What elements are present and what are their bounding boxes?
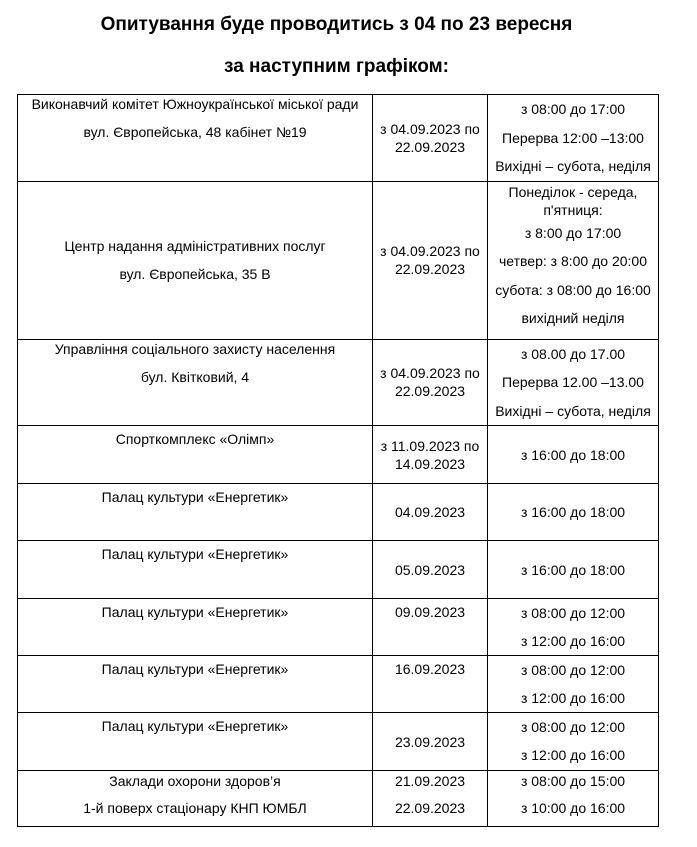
dates-cell	[373, 484, 488, 541]
dates-cell	[373, 656, 488, 713]
table-row	[18, 484, 659, 541]
hours-line: з 08:00 до 12:00	[520, 719, 626, 735]
hours-line: Перерва 12.00 –13.00	[502, 374, 644, 390]
date-line: 16.09.2023	[394, 661, 466, 677]
table-row	[18, 541, 659, 599]
table-row	[18, 656, 659, 713]
table-row	[18, 181, 659, 339]
date-line: 22.09.2023	[394, 138, 466, 155]
table-row	[18, 713, 659, 771]
place-name: Центр надання адміністративних послуг	[64, 238, 326, 254]
place-address: вул. Європейська, 48 кабінет №19	[83, 124, 307, 140]
table-row	[18, 426, 659, 484]
place-cell	[18, 95, 373, 182]
place-cell	[18, 484, 373, 541]
schedule-table	[17, 94, 659, 827]
date-line: 05.09.2023	[394, 561, 466, 578]
table-row	[18, 95, 659, 182]
hours-line: Вихідні – субота, неділя	[495, 158, 651, 174]
hours-line: з 16:00 до 18:00	[520, 504, 626, 520]
date-line: 22.09.2023	[394, 383, 466, 400]
table-row	[18, 599, 659, 656]
hours-line: субота: з 08:00 до 16:00	[495, 281, 651, 298]
hours-line: з 08:00 до 12:00	[520, 662, 626, 678]
dates-cell	[373, 181, 488, 339]
hours-cell	[488, 599, 659, 656]
hours-line: Перерва 12:00 –13:00	[502, 129, 644, 146]
hours-line: Вихідні – субота, неділя	[495, 402, 651, 419]
hours-line: з 10:00 до 16:00	[520, 800, 626, 816]
hours-cell	[488, 484, 659, 541]
hours-line: з 16:00 до 18:00	[520, 446, 626, 463]
place-name: Управління соціального захисту населення	[54, 340, 336, 357]
hours-cell	[488, 713, 659, 771]
hours-cell	[488, 95, 659, 182]
date-line: 22.09.2023	[394, 261, 466, 277]
dates-cell	[373, 771, 488, 827]
hours-cell	[488, 656, 659, 713]
date-line: 23.09.2023	[394, 733, 466, 750]
hours-line: з 08:00 до 17:00	[520, 101, 626, 117]
dates-cell	[373, 95, 488, 182]
place-cell	[18, 541, 373, 599]
place-name: Заклади охорони здоров’я	[109, 773, 281, 789]
date-line: 04.09.2023	[394, 504, 466, 520]
place-name: Палац культури «Енергетик»	[101, 718, 289, 734]
hours-line: з 8:00 до 17:00	[524, 224, 622, 241]
hours-line: з 12:00 до 16:00	[520, 633, 626, 649]
dates-cell	[373, 339, 488, 426]
hours-line: з 16:00 до 18:00	[520, 561, 626, 578]
hours-line: з 08:00 до 15:00	[520, 773, 626, 789]
dates-cell	[373, 713, 488, 771]
place-cell	[18, 181, 373, 339]
date-line: 14.09.2023	[394, 455, 466, 472]
date-line: з 04.09.2023 по	[380, 365, 480, 382]
place-cell	[18, 713, 373, 771]
date-line: з 04.09.2023 по	[380, 120, 480, 137]
dates-cell	[373, 599, 488, 656]
dates-cell	[373, 426, 488, 484]
hours-line: Понеділок - середа, п'ятниця:	[508, 183, 638, 218]
hours-cell	[488, 339, 659, 426]
hours-line: вихідний неділя	[521, 310, 625, 326]
date-line: 21.09.2023	[394, 773, 466, 789]
place-name: Палац культури «Енергетик»	[101, 604, 289, 620]
page-title: Опитування буде проводитись з 04 по 23 вересня	[100, 14, 573, 35]
place-name: Спорткомплекс «Олімп»	[115, 431, 275, 447]
hours-line: четвер: з 8:00 до 20:00	[499, 253, 647, 269]
place-address: бул. Квітковий, 4	[140, 368, 250, 385]
place-name: Виконавчий комітет Южноукраїнської міської ради	[31, 96, 359, 112]
hours-line: з 08:00 до 12:00	[520, 605, 626, 621]
hours-line: з 12:00 до 16:00	[520, 747, 626, 763]
place-name: Палац культури «Енергетик»	[101, 546, 289, 562]
hours-cell	[488, 426, 659, 484]
hours-cell	[488, 771, 659, 827]
hours-cell	[488, 541, 659, 599]
place-address: 1-й поверх стаціонару КНП ЮМБЛ	[83, 800, 307, 816]
place-cell	[18, 656, 373, 713]
table-row	[18, 339, 659, 426]
date-line: з 04.09.2023 по	[380, 243, 480, 259]
place-cell	[18, 599, 373, 656]
dates-cell	[373, 541, 488, 599]
place-cell	[18, 339, 373, 426]
date-line: 09.09.2023	[394, 604, 466, 620]
place-address: вул. Європейська, 35 В	[119, 266, 271, 282]
table-row	[18, 771, 659, 827]
hours-cell	[488, 181, 659, 339]
place-name: Палац культури «Енергетик»	[101, 661, 289, 677]
date-line: з 11.09.2023 по	[380, 437, 480, 454]
place-name: Палац культури «Енергетик»	[101, 489, 289, 505]
page-subtitle: за наступним графіком:	[224, 56, 449, 77]
hours-line: з 12:00 до 16:00	[520, 690, 626, 706]
date-line: 22.09.2023	[394, 800, 466, 816]
place-cell	[18, 771, 373, 827]
hours-line: з 08.00 до 17.00	[520, 345, 626, 362]
place-cell	[18, 426, 373, 484]
